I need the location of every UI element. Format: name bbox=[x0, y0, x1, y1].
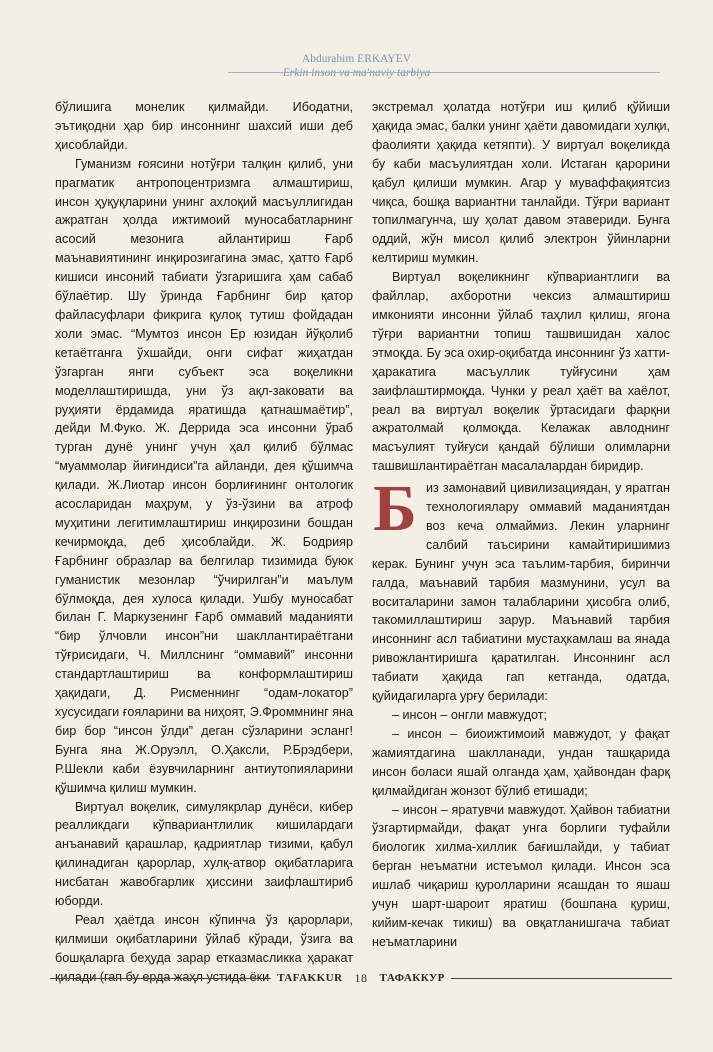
paragraph: из замонавий цивилизациядан, у яратган технологиялару оммавий маданиятдан воз кеча олмаймиз. Лекин уларнинг салбий таъсирини камайтиришимиз керак. Бунинг учун эса таълим-тарбия, биринчи галда, маънавий тарбия мазмунини, усул ва воситаларини замон талабларини ҳисобга олиб, такомиллаштириш зарур. Маънавий тарбия инсоннинг асл табиатини мустаҳкамлаш ва янада ривожлантиришга қаратилган. Инсоннинг асл табиати ҳақида гап кетганда, одатда, қуйидагиларга урғу берилади: bbox=[372, 481, 670, 704]
paragraph: Реал ҳаётда инсон кўпинча ўз қарорлари, қилмиши оқибатларини ўйлаб кўради, ўзига ва бошқаларга беҳуда зарар етказмасликка ҳаракат қилади (гап бу ерда жаҳл устида ёки bbox=[55, 912, 353, 984]
paragraph: Гуманизм ғоясини нотўғри талқин қилиб, уни прагматик антропоцентризмга алмаштириш, инсон ҳуқуқларини унинг ахлоқий масъуллигидан ажратган ҳолда ижтимоий муносабатларнинг асосий мезонига айлантириш Ғарб маънавиятининг инқирозигагина эмас, ҳатто Ғарб кишиси инсоний табиати ўзгаришига ҳам сабаб бўлаётир. Шу ўринда Ғарбнинг бир қатор файласуфлари фикрига қулоқ тутиш фойдадан холи эмас. “Мумтоз инсон Ер юзидан йўқолиб кетаётганга ўхшайди, онги сифат жиҳатдан ўзгарган янги субъект эса воқеликни моделлаштиришда, уни ўз ақл-заковати ва руҳияти ёрдамида яратишда қатнашмаётир”, дейди М.Фуко. Ж. Деррида эса инсонни ўраб турган дунё унинг учун ҳал қилиб бўлмас “муаммолар йиғиндиси”га айланди, дея қўшимча қилади. Ж.Лиотар инсон борлиғининг онтологик асосларидан маҳрум, у ўз-ўзини ва атроф муҳитини легитимлаштириш инқирозини бошдан кечирмоқда, деб ҳисоблайди. Ж. Бодрияр Ғарбнинг образлар ва белгилар тизимида буюк гуманистик мезонлар “ўчирилган”и маълум бўлмоқда, дея хулоса қилади. Ушбу муносабат билан Г. Маркузенинг Ғарб оммавий маданияти “бир ўлчовли инсон”ни шакллантираётгани тўғрисидаги, Ч. Миллснинг “оммавий” инсонни стандартлаштириш ва конформлаштириш ҳақидаги, Д. Рисменнинг “одам-локатор” хусусидаги ғояларини ва ниҳоят, Э.Фроммнинг яна бир бор “инсон ўлди” деган сўзларини эсланг! Бунга яна Ж.Оруэлл, О.Ҳаксли, Р.Брэдбери, Р.Шекли каби ёзувчиларнинг антиутопияларини қўшимча қилиш мумкин. bbox=[55, 156, 353, 795]
right-column bbox=[372, 98, 670, 952]
list-item: – инсон – яратувчи мавжудот. Ҳайвон табиатни ўзгартирмайди, фақат унга борлиги туфайли биологик хилма-хиллик бағишлайди, у табиат берган неъматни истеъмол қилади. Инсон эса ишлаб чиқариш қуролларини ясашдан то яшаш учун шарт-шароит яратиш (бошпана қуриш, кийим-кечак тикиш) ва овқатланишгача табиат неъматларини bbox=[372, 802, 670, 949]
header-author: Abdurahim ERKAYEV bbox=[301, 53, 412, 65]
drop-cap: Б bbox=[373, 472, 417, 546]
paragraph: бўлишига монелик қилмайди. Ибодатни, эътиқодни ҳар бир инсоннинг шахсий иши деб ҳисоблайди. bbox=[55, 100, 353, 152]
list-item: – инсон – биоижтимоий мавжудот, у фақат жамиятдагина шаклланади, ундан ташқарида инсон боласи яшай олганда ҳам, ҳайвондан фарқ қилмайдиган жонзот бўлиб етишади; bbox=[372, 726, 670, 798]
header-subtitle: Erkin inson va ma'naviy tarbiya bbox=[282, 67, 431, 79]
footer-magazine-latin: TAFAKKUR bbox=[277, 972, 343, 984]
page-number: 18 bbox=[354, 970, 368, 985]
paragraph: Виртуал воқелик, симулякрлар дунёси, кибер реалликдаги кўпвариантлилик кишилардаги анъанавий қарашлар, қадриятлар тизими, қабул қилинадиган қарорлар, хулқ-атвор оқибатларига нисбатан жавобгарлик ҳиссини заифлаштириб юборди. bbox=[55, 799, 353, 909]
paragraph: Виртуал воқеликнинг кўпвариантлиги ва файллар, ахборотни чексиз алмаштириш имконияти инсонни ўйлаб таҳлил қилиш, ягона тўғри вариантни топиш ташвишидан халос этмоқда. Бу эса охир-оқибатда инсоннинг ўз хатти-ҳаракатига масъуллик туйғусини ҳам заифлаштирмоқда. Чунки у реал ҳаёт ва хаёлот, реал ва виртуал воқелик ўртасидаги фарқни ажратолмай қолмоқда. Келажак авлоднинг масъулият туйғуси қандай бўлиши олимларни ташвишлантираётган масалалардан биридир. bbox=[372, 270, 670, 474]
footer-magazine-cyrillic: ТАФАККУР bbox=[379, 972, 445, 984]
list-item: – инсон – онгли мавжудот; bbox=[392, 708, 548, 722]
footer-rule-right bbox=[451, 978, 672, 979]
page-footer bbox=[50, 970, 672, 986]
section-start bbox=[372, 472, 670, 706]
header-divider bbox=[228, 72, 660, 73]
left-column bbox=[55, 98, 353, 987]
paragraph: экстремал ҳолатда нотўғри иш қилиб қўйиши ҳақида эмас, балки унинг ҳаёти давомидаги хулқи, фаолияти ҳақида кетяпти). У виртуал воқеликда бу каби масъулиятдан холи. Истаган қарорини қабул қилиши мумкин. Агар у муваффақиятсиз чиқса, бошқа вариантни танлайди. Тўғри вариант топилмагунча, шу ҳолат давом этавериди. Бунга оддий, жўн мисол қилиб электрон ўйинларни келтириш мумкин. bbox=[372, 100, 670, 266]
footer-rule-left bbox=[50, 978, 271, 979]
running-header bbox=[0, 52, 713, 80]
